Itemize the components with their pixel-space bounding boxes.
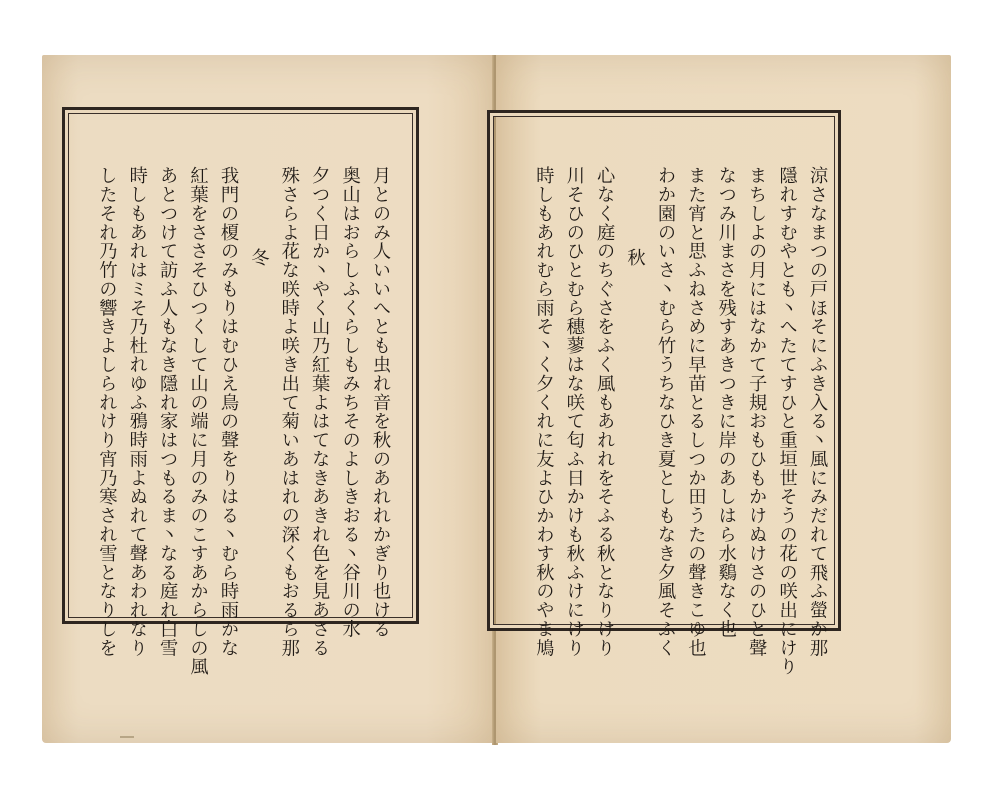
text-column: わか園のいさ丶むら竹うちなひき夏としもなき夕風そふく [654, 166, 676, 658]
section-heading-winter: 冬 [248, 248, 270, 268]
text-column: したそれ乃竹の響きよしられけり宵乃寒され雪となりしを [96, 166, 118, 658]
text-column: 時しもあれむら雨そ丶く夕くれに友よひかわす秋のやま鳩 [533, 166, 555, 658]
text-column: 涼さなまつの戸ほそにふき入る丶風にみだれて飛ふ螢か那 [807, 166, 828, 658]
text-column: 紅葉をささそひつくして山の端に月のみのこすあからしの風 [187, 166, 209, 677]
text-column: 川そひのひとむら穗蓼はな咲て匂ふ日かけも秋ふけにけり [563, 166, 585, 658]
text-column: また宵と思ふねさめに早苗とるしつか田うたの聲きこゆ也 [685, 166, 707, 658]
left-page-text [85, 166, 395, 677]
text-column: 隱れすむやとも丶へたてすひと重垣世そうの花の咲出にけり [776, 166, 798, 677]
text-column: 殊さらよ花な咲時よ咲き出て菊いあはれの深くもおるら那 [278, 166, 300, 658]
text-column: 夕つく日か丶やく山乃紅葉よはてなきあきれ色を見あさる [309, 166, 331, 658]
text-column: 時しもあれはミそ乃杜れゆふ鴉時雨よぬれて聲あわれなり [126, 166, 148, 658]
text-column: 心なく庭のちぐさをふく風もあれれをそふる秋となりけり [594, 166, 616, 658]
text-column: なつみ川まさを残すあきつきに岸のあしはら水鷄なく也 [715, 166, 737, 639]
text-column: あとつけて訪ふ人もなき隱れ家はつもるま丶なる庭れ白雪 [157, 166, 179, 658]
text-column: 奥山はおらしふくらしもみちそのよしきおる丶谷川の水 [339, 166, 361, 639]
text-column: 我門の榎のみもりはむひえ鳥の聲をりはる丶むら時雨かな [217, 166, 239, 658]
page-edge-mark [120, 736, 134, 738]
right-page-text [510, 166, 832, 677]
text-column: 月とのみ人いいへとも虫れ音を秋のあれれかぎり也ける [370, 166, 391, 639]
text-column: まちしよの月にはなかて子規おもひもかけぬけさのひと聲 [746, 166, 768, 658]
section-heading-autumn: 秋 [624, 248, 646, 268]
